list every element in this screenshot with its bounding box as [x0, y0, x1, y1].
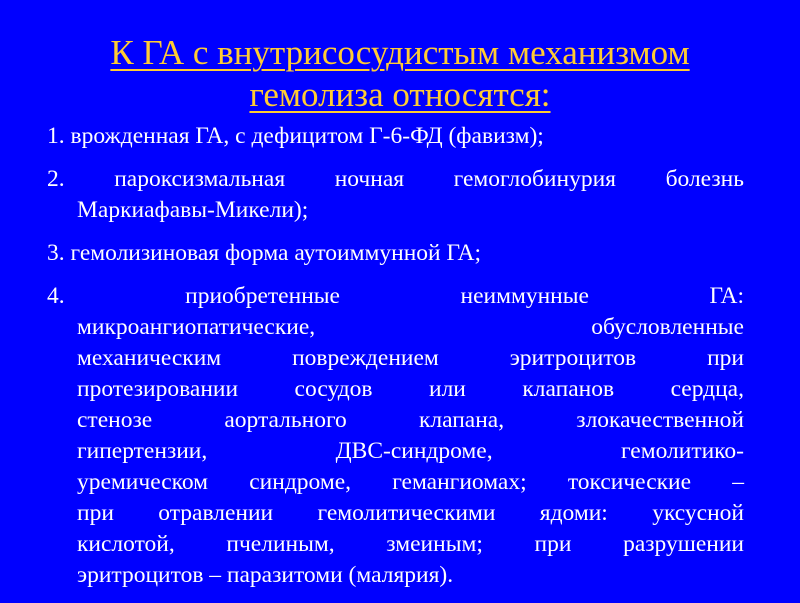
list-item: [47, 281, 744, 591]
list-item-line: микроангиопатические, обусловленные: [77, 314, 744, 340]
list-item-line: гипертензии, ДВС-синдроме, гемолитико-: [77, 438, 744, 464]
list-item-line: уремическом синдроме, гемангиомах; токсические –: [77, 469, 744, 495]
list-item-line: 3. гемолизиновая форма аутоиммунной ГА;: [47, 240, 481, 266]
list-item-line: стенозе аортального клапана, злокачественной: [77, 407, 744, 433]
list-item-line: 1. врожденная ГА, с дефицитом Г-6-ФД (фавизм);: [47, 123, 544, 149]
title-line-2: гемолиза относятся:: [249, 75, 551, 114]
list-item-line: механическим повреждением эритроцитов при: [77, 345, 744, 371]
list-item: [47, 164, 744, 226]
list-item-line: Маркиафавы-Микели);: [77, 197, 309, 223]
slide-title: [40, 32, 760, 116]
list-item-line: протезировании сосудов или клапанов сердца,: [77, 376, 744, 402]
title-line-1: К ГА с внутрисосудистым механизмом: [110, 33, 690, 72]
list-item-line: эритроцитов – паразитоми (малярия).: [77, 562, 454, 588]
list-item-line: кислотой, пчелиным, змеиным; при разрушении: [77, 531, 744, 557]
list-item-line: при отравлении гемолитическими ядоми: уксусной: [77, 500, 744, 526]
list-item: [47, 238, 744, 269]
list-item: [47, 121, 744, 152]
list-item-line: 2. пароксизмальная ночная гемоглобинурия болезнь: [47, 166, 744, 192]
list-item-line: 4. приобретенные неиммунные ГА:: [47, 283, 744, 309]
list: [47, 121, 744, 603]
